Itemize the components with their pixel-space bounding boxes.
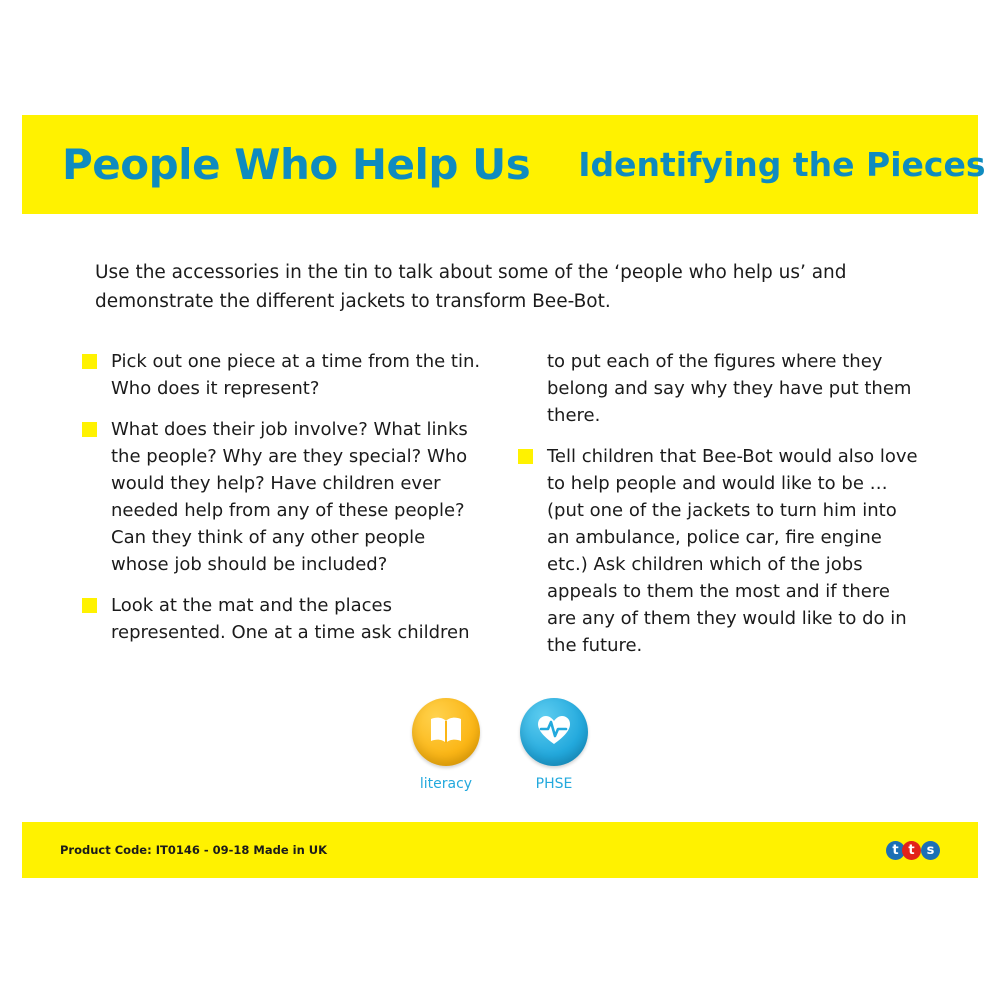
- list-item-text: Tell children that Bee-Bot would also love to help people and would like to be … (put one of the jackets to turn him into an ambulance, police car, fire engine etc.) Ask children which of the jobs appeals to them the most and if there are any of them they would like to do in the future.: [547, 446, 918, 656]
- list-item: [518, 443, 918, 659]
- page-title: People Who Help Us: [62, 140, 531, 189]
- badge-circle: [520, 698, 588, 766]
- list-item: [82, 348, 482, 402]
- content-columns: [82, 348, 922, 673]
- badge-literacy: [410, 698, 482, 792]
- badge-label: literacy: [419, 776, 473, 792]
- badge-label: PHSE: [535, 776, 573, 792]
- list-item-text: What does their job involve? What links the people? Why are they special? Who would they help? Have children ever needed help from any of these people? Can they think of any other people whose job should be included?: [111, 419, 468, 575]
- list-item: [82, 592, 482, 646]
- heart-pulse-icon: [535, 713, 573, 751]
- bullet-square-icon: [518, 449, 533, 464]
- open-book-icon: [427, 714, 465, 750]
- right-column: [518, 348, 918, 673]
- footer-band: [22, 822, 978, 878]
- badge-phse: [518, 698, 590, 792]
- product-code: Product Code: IT0146 - 09-18 Made in UK: [60, 843, 328, 857]
- bullet-square-icon: [82, 422, 97, 437]
- header-band: [22, 115, 986, 214]
- tts-logo: [886, 841, 978, 860]
- subject-badges: [0, 698, 1000, 792]
- intro-paragraph: Use the accessories in the tin to talk about some of the ‘people who help us’ and demonstrate the different jackets to transform Bee-Bot.: [95, 262, 847, 312]
- list-item-text: Pick out one piece at a time from the tin. Who does it represent?: [111, 351, 481, 399]
- list-item: [82, 416, 482, 578]
- bullet-square-icon: [82, 354, 97, 369]
- bullet-square-icon: [82, 598, 97, 613]
- logo-letter-s: s: [921, 841, 940, 860]
- list-item-continuation-text: to put each of the figures where they belong and say why they have put them there.: [547, 351, 912, 426]
- page-subtitle: Identifying the Pieces: [578, 145, 986, 184]
- logo-letter-t2: t: [902, 841, 921, 860]
- badge-circle: [412, 698, 480, 766]
- logo-letter-t1: t: [886, 841, 905, 860]
- left-column: [82, 348, 482, 673]
- list-item-text: Look at the mat and the places represented. One at a time ask children: [111, 595, 470, 643]
